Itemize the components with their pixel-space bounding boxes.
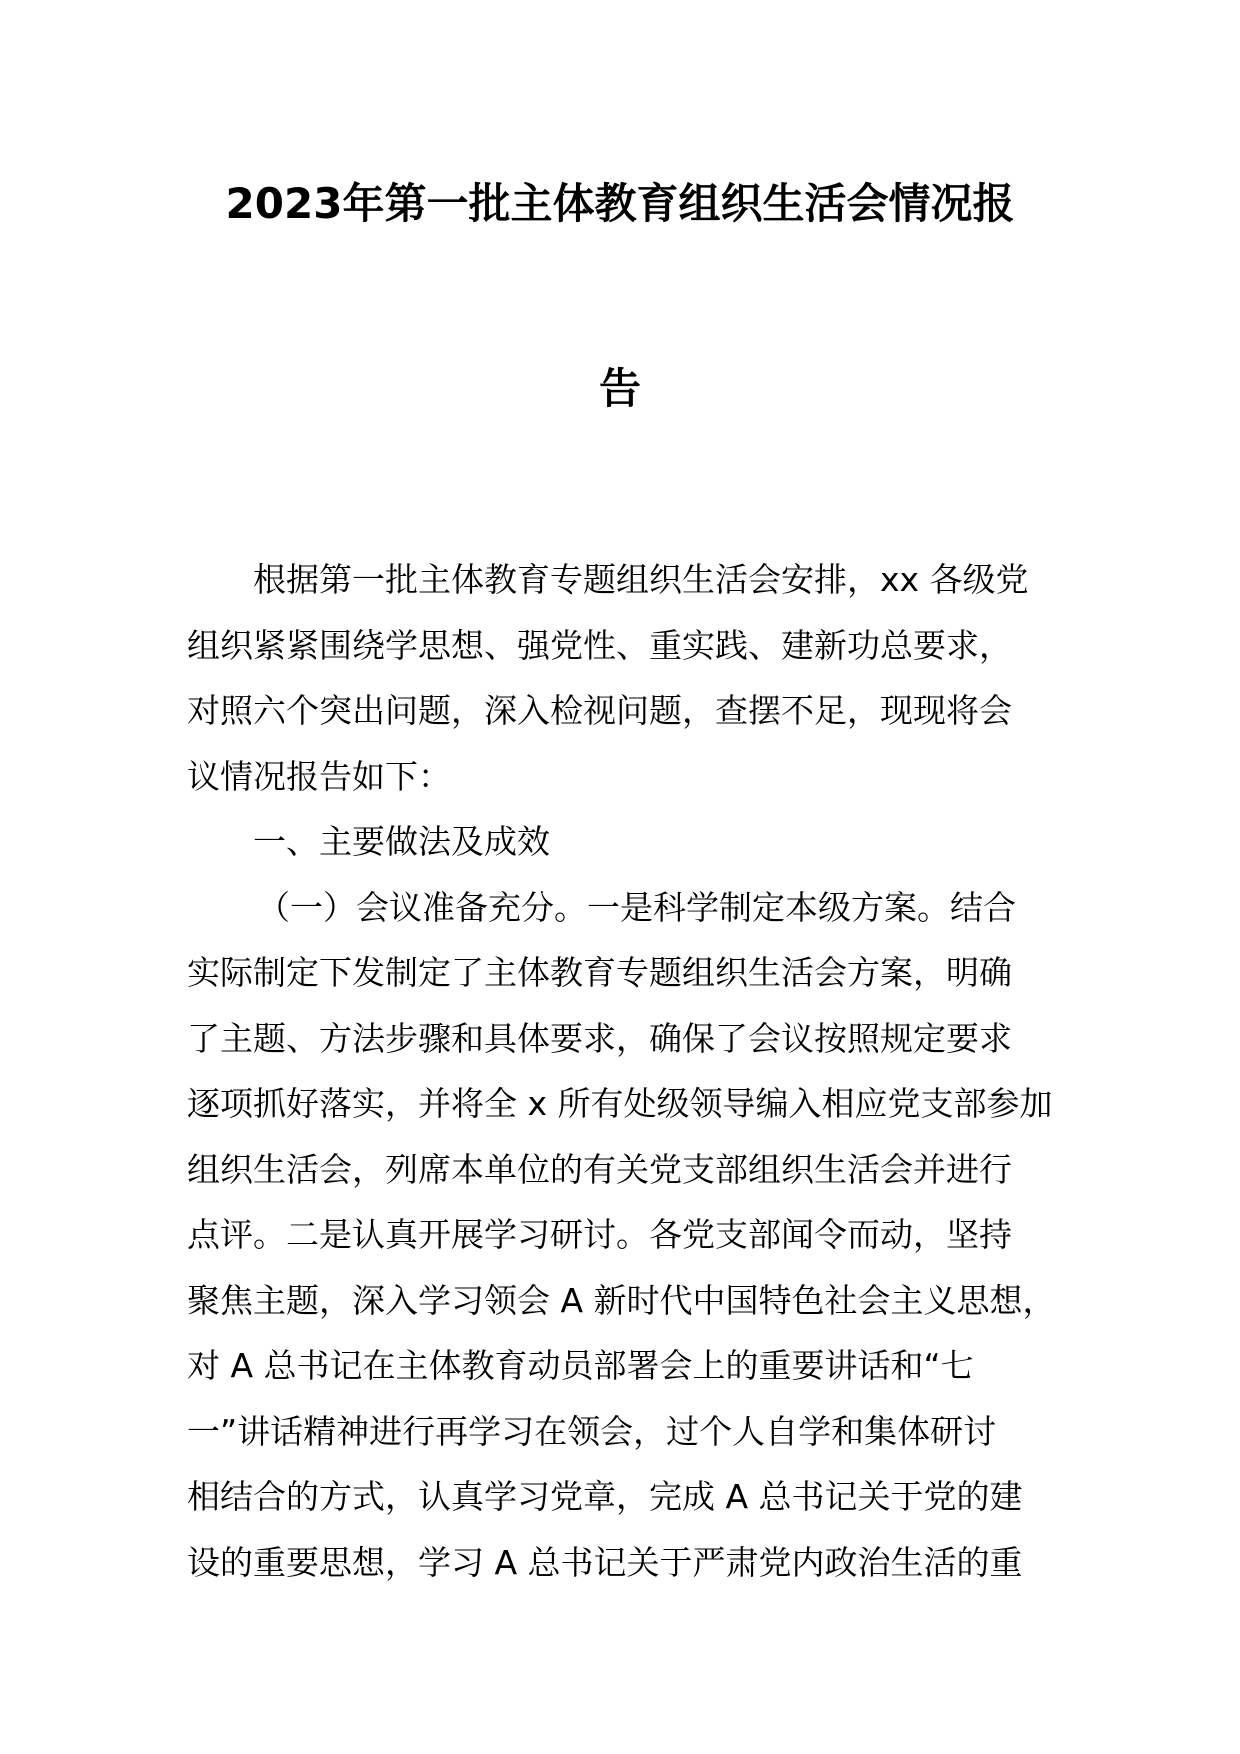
body-line: 组织生活会，列席本单位的有关党支部组织生活会并进行 <box>187 1149 1012 1189</box>
body-line: 点评。二是认真开展学习研讨。各党支部闻令而动，坚持 <box>187 1215 1012 1254</box>
section-heading: 一、主要做法及成效 <box>253 822 550 861</box>
body-line: 了主题、方法步骤和具体要求，确保了会议按照规定要求 <box>187 1018 1012 1058</box>
body-line: 议情况报告如下： <box>187 756 451 796</box>
body-line: 组织紧紧围绕学思想、强党性、重实践、建新功总要求， <box>187 625 1012 665</box>
body-line: 一”讲话精神进行再学习在领会，过个人自学和集体研讨 <box>187 1411 997 1451</box>
body-line: 对 A 总书记在主体教育动员部署会上的重要讲话和“七 <box>187 1346 974 1385</box>
document-body <box>187 547 1067 1595</box>
body-line: 相结合的方式，认真学习党章，完成 A 总书记关于党的建 <box>187 1477 1023 1516</box>
body-line: 实际制定下发制定了主体教育专题组织生活会方案，明确 <box>187 953 1012 992</box>
body-line: 聚焦主题，深入学习领会 A 新时代中国特色社会主义思想， <box>187 1280 1056 1320</box>
document-title-line-2: 告 <box>598 364 641 413</box>
body-line: 对照六个突出问题，深入检视问题，查摆不足，现现将会 <box>187 691 1012 730</box>
body-line: 设的重要思想，学习 A 总书记关于严肃党内政治生活的重 <box>187 1542 1023 1582</box>
body-line: 根据第一批主体教育专题组织生活会安排，xx 各级党 <box>253 560 1029 599</box>
document-title-line-1: 2023年第一批主体教育组织生活会情况报 <box>225 179 1015 228</box>
subsection-heading-line: （一）会议准备充分。一是科学制定本级方案。结合 <box>257 887 1016 927</box>
body-line: 逐项抓好落实，并将全 x 所有处级领导编入相应党支部参加 <box>187 1084 1053 1123</box>
